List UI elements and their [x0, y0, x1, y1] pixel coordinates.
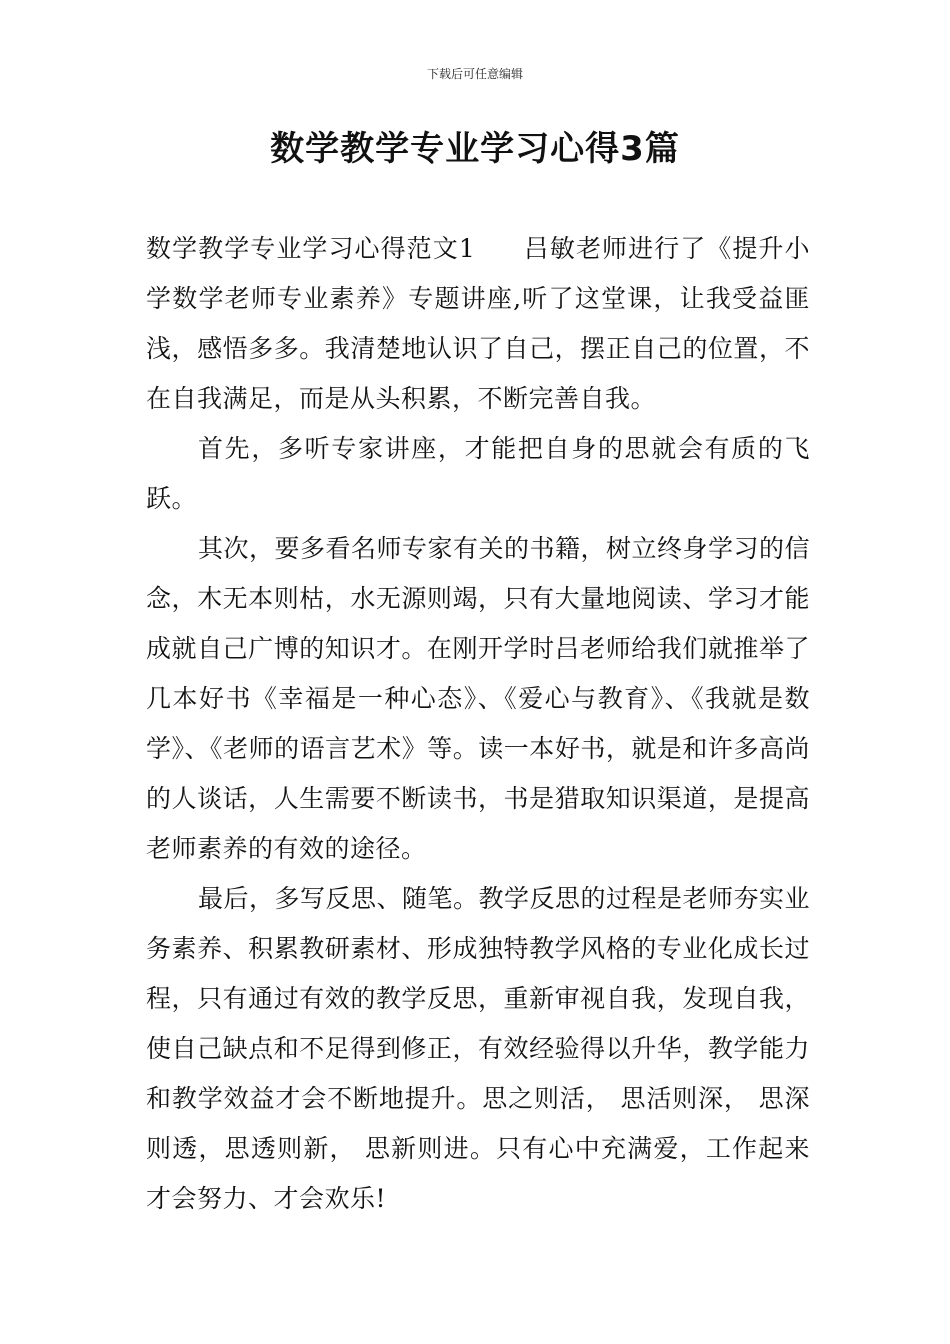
document-body [146, 224, 810, 1224]
paragraph-1-text: 吕敏老师进行了《提升小学数学老师专业素养》专题讲座,听了这堂课，让我受益匪浅，感悟多多。我清楚地认识了自己，摆正自己的位置，不在自我满足，而是从头积累，不断完善自我。 [146, 234, 810, 413]
paragraph-3: 其次，要多看名师专家有关的书籍，树立终身学习的信念，木无本则枯，水无源则竭，只有大量地阅读、学习才能成就自己广博的知识才。在刚开学时吕老师给我们就推举了几本好书《幸福是一种心态》、《爱心与教育》、《我就是数学》、《老师的语言艺术》等。读一本好书，就是和许多高尚的人谈话，人生需要不断读书，书是猎取知识渠道，是提高老师素养的有效的途径。 [146, 534, 811, 863]
document-title: 数学教学专业学习心得3篇 [270, 129, 680, 169]
section-label: 数学教学专业学习心得范文1 [146, 234, 476, 263]
paragraph-4: 最后，多写反思、随笔。教学反思的过程是老师夯实业务素养、积累教研素材、形成独特教学风格的专业化成长过程，只有通过有效的教学反思，重新审视自我，发现自我，使自己缺点和不足得到修正，有效经验得以升华，教学能力和教学效益才会不断地提升。思之则活， 思活则深， 思深则透，思透则新， 思新则进。只有心中充满爱，工作起来才会努力、才会欢乐! [146, 884, 811, 1213]
paragraph-2: 首先，多听专家讲座，才能把自身的思就会有质的飞跃。 [146, 434, 810, 513]
header-note: 下载后可任意编辑 [426, 67, 523, 81]
paragraph-1 [146, 224, 810, 424]
